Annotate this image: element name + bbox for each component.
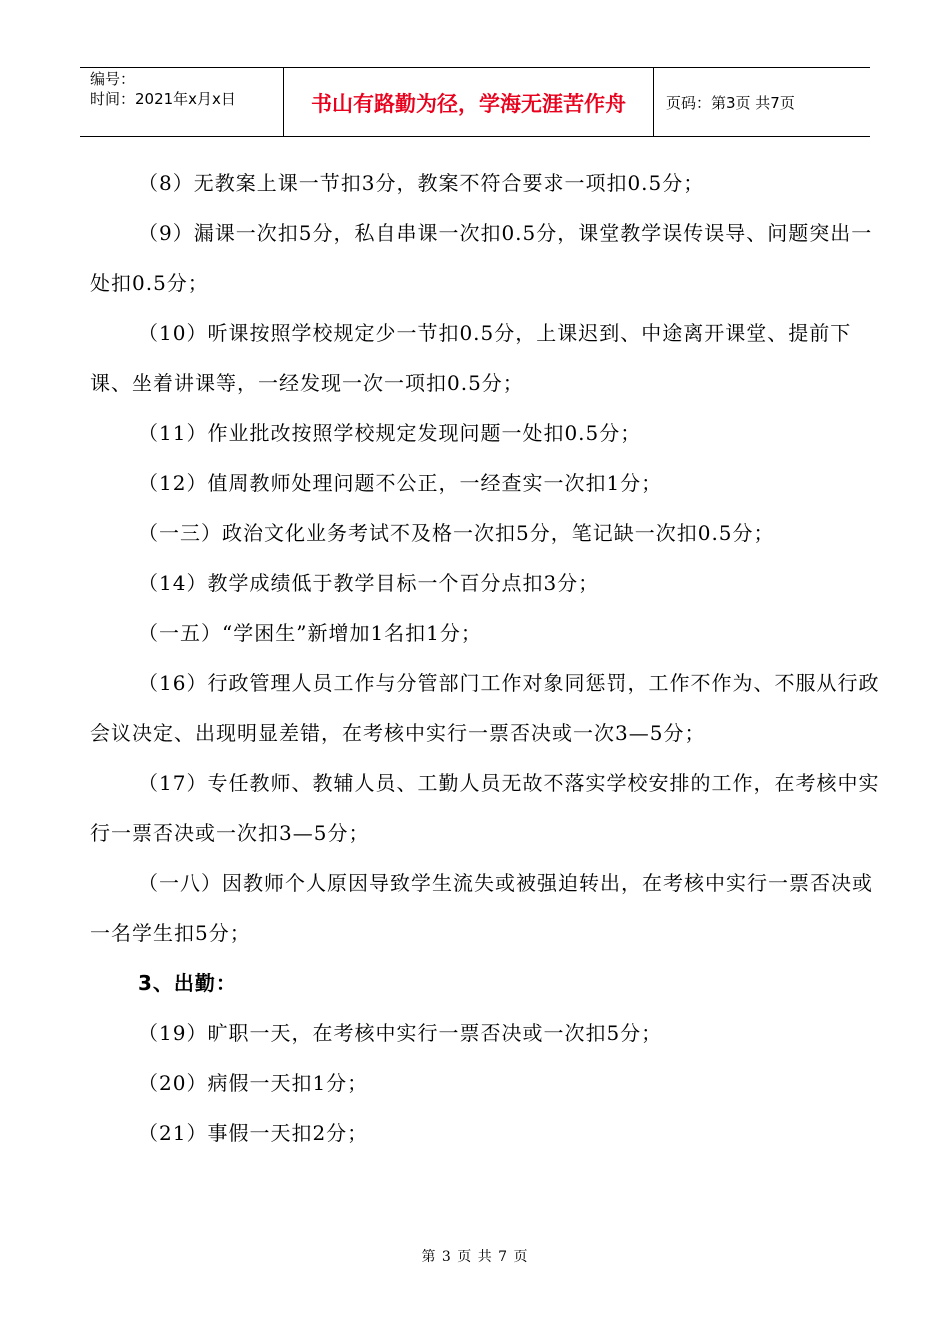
rule-item: （9）漏课一次扣5分，私自串课一次扣0.5分，课堂教学误传误导、问题突出一处扣0.5分； bbox=[90, 221, 873, 295]
header-page-code: 页码：第3页 共7页 bbox=[666, 93, 795, 112]
header-meta bbox=[80, 68, 284, 136]
attendance-item: （20）病假一天扣1分； bbox=[138, 1071, 369, 1095]
attendance-item: （19）旷职一天，在考核中实行一票否决或一次扣5分； bbox=[138, 1021, 663, 1045]
rule-item: （8）无教案上课一节扣3分，教案不符合要求一项扣0.5分； bbox=[138, 171, 705, 195]
header-motto: 书山有路勤为径，学海无涯苦作舟 bbox=[284, 68, 654, 136]
rule-item: （14）教学成绩低于教学目标一个百分点扣3分； bbox=[138, 571, 600, 595]
page-footer: 第 3 页 共 7 页 bbox=[421, 1249, 529, 1265]
attendance-item: （21）事假一天扣2分； bbox=[138, 1121, 369, 1145]
rule-item: （16）行政管理人员工作与分管部门工作对象同惩罚，工作不作为、不服从行政会议决定、出现明显差错，在考核中实行一票否决或一次3—5分； bbox=[90, 671, 880, 745]
rule-item: （一五）“学困生”新增加1名扣1分； bbox=[138, 621, 482, 645]
document-date: 时间：2021年x月x日 bbox=[90, 90, 236, 108]
rule-item: （17）专任教师、教辅人员、工勤人员无故不落实学校安排的工作，在考核中实行一票否决或一次扣3—5分； bbox=[90, 771, 880, 845]
rule-item: （11）作业批改按照学校规定发现问题一处扣0.5分； bbox=[138, 421, 642, 445]
rule-item: （一三）政治文化业务考试不及格一次扣5分，笔记缺一次扣0.5分； bbox=[138, 521, 775, 545]
rule-item: （10）听课按照学校规定少一节扣0.5分，上课迟到、中途离开课堂、提前下课、坐着讲课等，一经发现一次一项扣0.5分； bbox=[90, 321, 852, 395]
document-body bbox=[90, 158, 880, 1158]
rule-item: （12）值周教师处理问题不公正，一经查实一次扣1分； bbox=[138, 471, 663, 495]
page-header bbox=[80, 67, 870, 137]
document-number-label: 编号： bbox=[90, 70, 136, 88]
rule-item: （一八）因教师个人原因导致学生流失或被强迫转出，在考核中实行一票否决或一名学生扣5分； bbox=[90, 871, 873, 945]
section-heading-attendance: 3、出勤： bbox=[138, 971, 237, 995]
